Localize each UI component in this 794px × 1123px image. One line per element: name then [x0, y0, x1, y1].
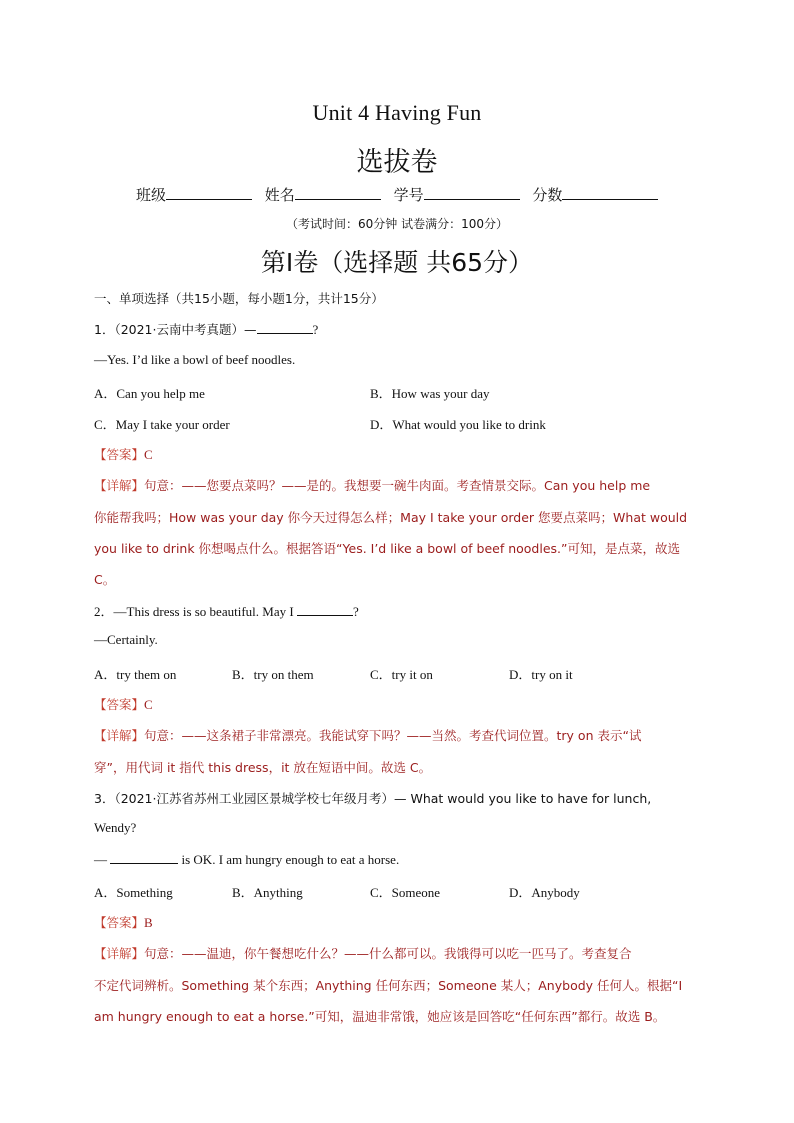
- score-field[interactable]: [562, 185, 658, 200]
- question-2-stem: 2．—This dress is so beautiful. May I ?: [94, 604, 359, 619]
- question-3-detail-line: am hungry enough to eat a horse.”可知，温迪非常饿，她应该是回答吃“任何东西”都行。故选 B。: [94, 1009, 666, 1024]
- student-id-label: 学号: [393, 186, 424, 204]
- question-3-detail-line: 【详解】句意：——温迪，你午餐想吃什么？——什么都可以。我饿得可以吃一匹马了。考查复合: [94, 946, 632, 961]
- question-1-stem: 1．（2021·云南中考真题）— ?: [94, 322, 319, 337]
- question-2-option-b: B．try on them: [232, 667, 314, 682]
- question-2-reply: —Certainly.: [94, 632, 158, 647]
- question-3-stem: 3．（2021·江苏省苏州工业园区景城学校七年级月考）— What would you like to have for lunch,: [94, 791, 652, 806]
- question-3-answer: 【答案】B: [94, 915, 153, 930]
- question-2-detail-line: 【详解】句意：——这条裙子非常漂亮。我能试穿下吗？——当然。考查代词位置。try on 表示“试: [94, 728, 642, 743]
- question-1-option-c: C．May I take your order: [94, 417, 230, 432]
- question-3-option-a: A．Something: [94, 885, 173, 900]
- question-2-detail-line: 穿”，用代词 it 指代 this dress，it 放在短语中间。故选 C。: [94, 760, 432, 775]
- student-info-line: [136, 184, 658, 205]
- question-3-option-c: C．Someone: [370, 885, 441, 900]
- question-3-detail-line: 不定代词辨析。Something 某个东西；Anything 任何东西；Someone 某人；Anybody 任何人。根据“I: [94, 978, 683, 993]
- student-id-field[interactable]: [424, 185, 520, 200]
- section-heading: 第Ⅰ卷（选择题 共65分）: [260, 248, 534, 277]
- question-2-option-d: D．try on it: [509, 667, 573, 682]
- question-2-option-c: C．try it on: [370, 667, 433, 682]
- part-heading: 一、单项选择（共15小题，每小题1分，共计15分）: [94, 291, 384, 306]
- answer-blank: [257, 321, 313, 334]
- document-subtitle: 选拔卷: [356, 147, 438, 178]
- question-2-answer: 【答案】C: [94, 697, 153, 712]
- class-field[interactable]: [166, 185, 252, 200]
- answer-blank: [110, 851, 178, 864]
- name-label: 姓名: [264, 186, 295, 204]
- score-label: 分数: [532, 186, 563, 204]
- question-3-option-b: B．Anything: [232, 885, 303, 900]
- question-2-option-a: A．try them on: [94, 667, 177, 682]
- question-3-reply: — is OK. I am hungry enough to eat a horse.: [94, 852, 400, 867]
- question-1-detail-line: you like to drink 你想喝点什么。根据答语“Yes. I’d like a bowl of beef noodles.”可知，是点菜，故选: [94, 541, 680, 556]
- question-1-detail-line: C。: [94, 572, 116, 587]
- question-3-option-d: D．Anybody: [509, 885, 580, 900]
- class-label: 班级: [136, 186, 167, 204]
- answer-blank: [297, 603, 353, 616]
- question-1-detail-line: 【详解】句意：——您要点菜吗？——是的。我想要一碗牛肉面。考查情景交际。Can you help me: [94, 478, 651, 493]
- exam-info: （考试时间：60分钟 试卷满分：100分）: [286, 217, 508, 231]
- question-3-stem-continued: Wendy?: [94, 820, 137, 835]
- question-1-option-d: D．What would you like to drink: [370, 417, 546, 432]
- document-title: Unit 4 Having Fun: [312, 100, 482, 125]
- question-1-detail-line: 你能帮我吗；How was your day 你今天过得怎么样；May I take your order 您要点菜吗；What would: [94, 510, 688, 525]
- question-1-option-b: B．How was your day: [370, 386, 490, 401]
- question-1-option-a: A．Can you help me: [94, 386, 205, 401]
- question-1-answer: 【答案】C: [94, 447, 153, 462]
- question-1-reply: —Yes. I’d like a bowl of beef noodles.: [94, 352, 296, 367]
- name-field[interactable]: [295, 185, 381, 200]
